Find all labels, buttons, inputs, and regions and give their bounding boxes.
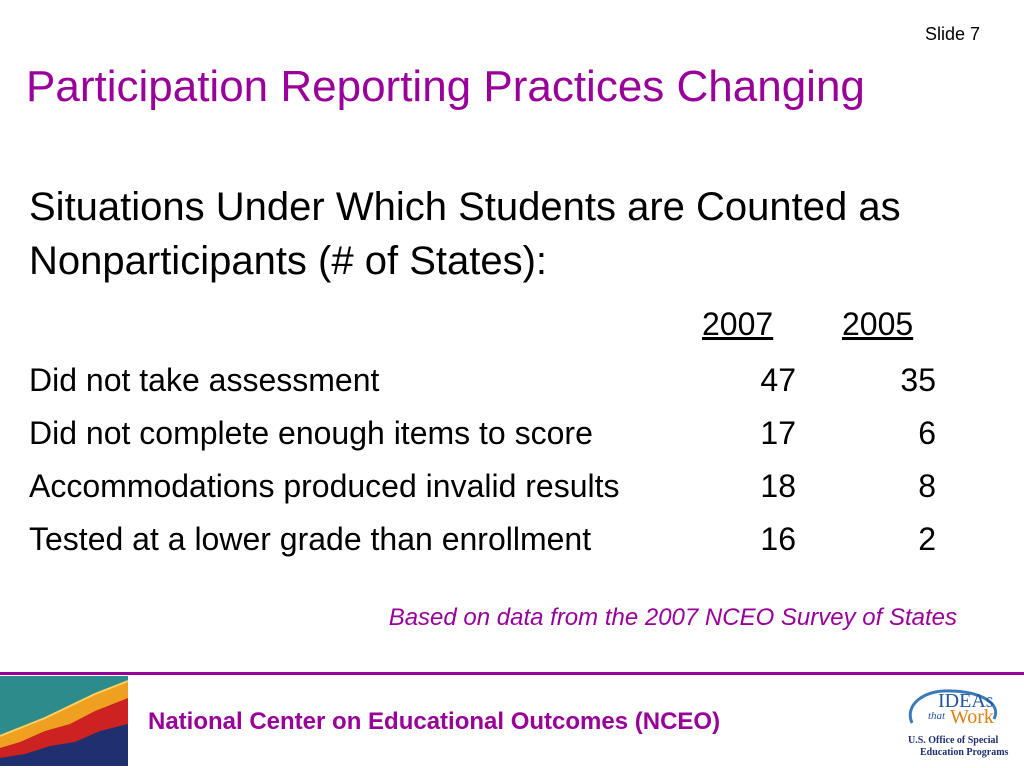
svg-text:U.S. Office of Special: U.S. Office of Special: [908, 735, 999, 746]
svg-text:IDEAs: IDEAs: [938, 690, 994, 712]
row-label: Tested at a lower grade than enrollment: [29, 521, 592, 557]
value-2007: 17: [760, 415, 796, 451]
value-2005: 8: [918, 468, 936, 504]
value-2007: 47: [760, 362, 796, 398]
value-2007: 18: [760, 468, 796, 504]
svg-text:Work: Work: [950, 706, 994, 728]
source-note: Based on data from the 2007 NCEO Survey of States: [388, 604, 957, 631]
row-label: Did not take assessment: [29, 362, 380, 398]
organization-name: National Center on Educational Outcomes (NCEO): [148, 708, 721, 735]
nceo-logo-icon: [0, 676, 128, 766]
ideas-that-work-logo-icon: [898, 683, 1016, 763]
column-header-2005: 2005: [842, 306, 914, 342]
value-2005: 35: [900, 362, 936, 398]
footer-divider: [0, 672, 1024, 675]
value-2005: 2: [918, 521, 936, 557]
slide-number: Slide 7: [924, 24, 980, 44]
value-2007: 16: [760, 521, 796, 557]
row-label: Accommodations produced invalid results: [29, 468, 620, 504]
slide-title: Participation Reporting Practices Changing: [26, 62, 865, 111]
svg-text:that: that: [928, 710, 946, 722]
svg-text:Education Programs: Education Programs: [920, 747, 1009, 758]
row-label: Did not complete enough items to score: [29, 415, 593, 451]
value-2005: 6: [918, 415, 936, 451]
column-header-2007: 2007: [702, 306, 774, 342]
table-caption: Situations Under Which Students are Counted as Nonparticipants (# of States):: [29, 185, 901, 283]
